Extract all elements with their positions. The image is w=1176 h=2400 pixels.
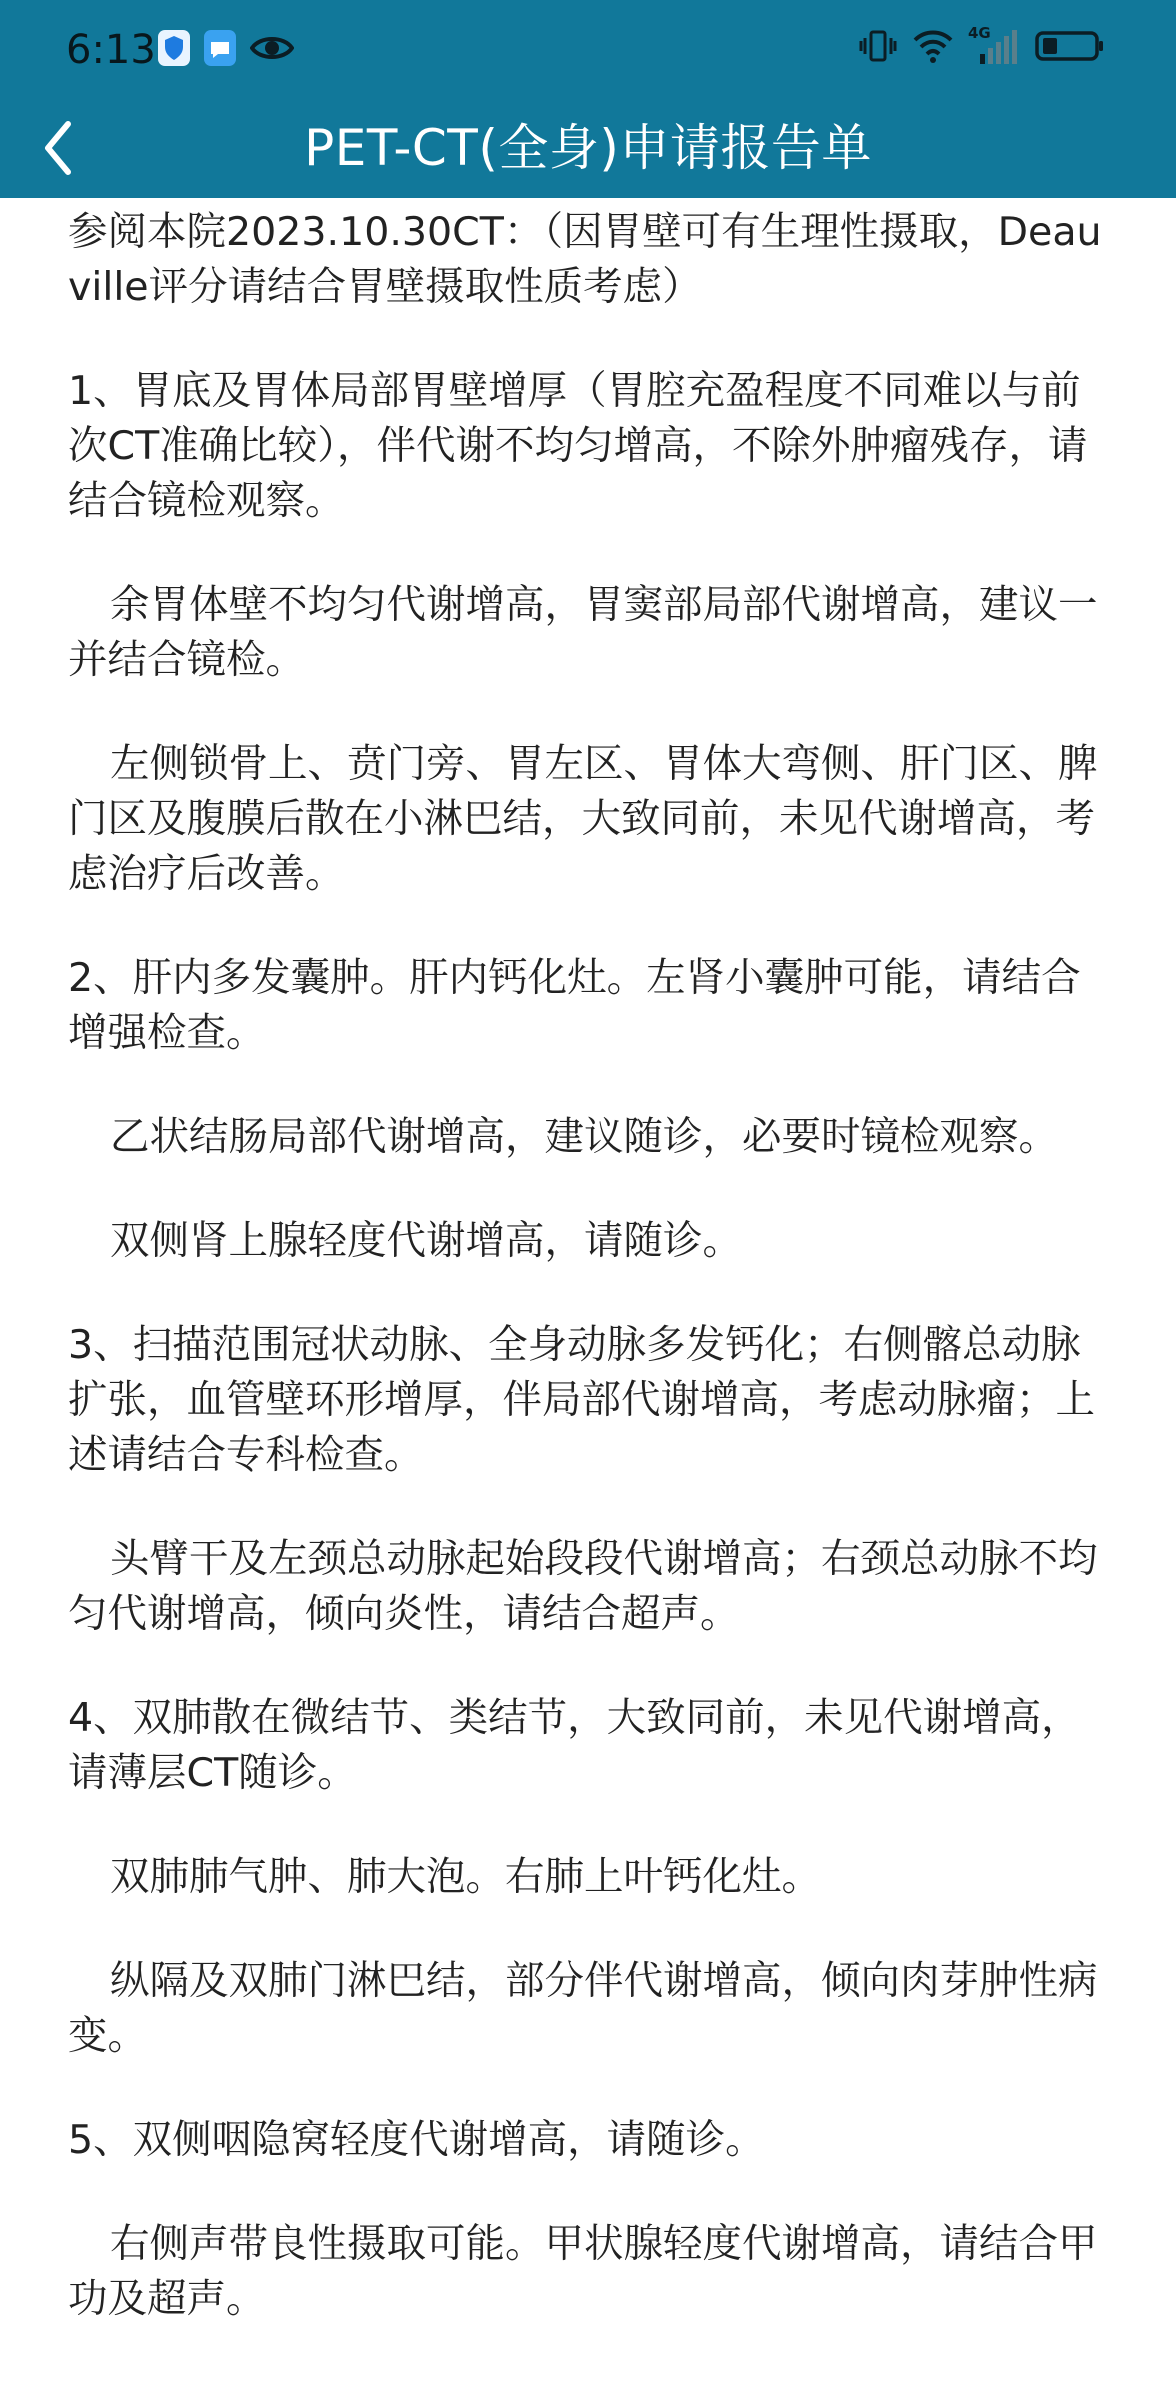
vibrate-icon [858, 26, 898, 66]
signal-icon [968, 26, 1020, 66]
status-bar [0, 0, 1176, 98]
finding-paragraph: 余胃体壁不均匀代谢增高，胃窦部局部代谢增高，建议一并结合镜检。 [68, 582, 1098, 683]
battery-icon [1034, 26, 1106, 66]
status-icons-left [158, 30, 294, 66]
status-time: 6:13 [66, 27, 156, 73]
finding-paragraph: 双肺肺气肿、肺大泡。右肺上叶钙化灶。 [110, 1854, 821, 1900]
finding-paragraph: 头臂干及左颈总动脉起始段段代谢增高；右颈总动脉不均匀代谢增高，倾向炎性，请结合超声。 [68, 1536, 1098, 1637]
status-icons-right [858, 26, 1106, 66]
finding-paragraph: 纵隔及双肺门淋巴结，部分伴代谢增高，倾向肉芽肿性病变。 [68, 1958, 1098, 2059]
app-header [0, 98, 1176, 198]
chat-app-icon [204, 30, 236, 66]
finding-paragraph: 右侧声带良性摄取可能。甲状腺轻度代谢增高，请结合甲功及超声。 [68, 2221, 1098, 2322]
finding-paragraph: 双侧肾上腺轻度代谢增高，请随诊。 [110, 1218, 742, 1264]
finding-paragraph: 5、双侧咽隐窝轻度代谢增高，请随诊。 [68, 2117, 765, 2163]
finding-paragraph: 4、双肺散在微结节、类结节，大致同前，未见代谢增高，请薄层CT随诊。 [68, 1695, 1081, 1796]
wifi-icon [912, 26, 954, 66]
finding-paragraph: 乙状结肠局部代谢增高，建议随诊，必要时镜检观察。 [110, 1114, 1058, 1160]
finding-paragraph: 左侧锁骨上、贲门旁、胃左区、胃体大弯侧、肝门区、脾门区及腹膜后散在小淋巴结，大致同前，未见代谢增高，考虑治疗后改善。 [68, 741, 1098, 897]
finding-paragraph: 2、肝内多发囊肿。肝内钙化灶。左肾小囊肿可能，请结合增强检查。 [68, 955, 1081, 1056]
finding-paragraph: 1、胃底及胃体局部胃壁增厚（胃腔充盈程度不同难以与前次CT准确比较），伴代谢不均匀增高，不除外肿瘤残存，请结合镜检观察。 [68, 368, 1088, 524]
shield-app-icon [158, 30, 190, 66]
page-title: PET-CT(全身)申请报告单 [304, 119, 872, 177]
report-body [68, 205, 1108, 2376]
network-type-label: 4G [968, 24, 991, 42]
report-intro: 参阅本院2023.10.30CT：（因胃壁可有生理性摄取，Deauville评分请结合胃壁摄取性质考虑） [68, 209, 1102, 310]
eye-icon [250, 30, 294, 66]
finding-paragraph: 3、扫描范围冠状动脉、全身动脉多发钙化；右侧髂总动脉扩张，血管壁环形增厚，伴局部代谢增高，考虑动脉瘤；上述请结合专科检查。 [68, 1322, 1095, 1478]
